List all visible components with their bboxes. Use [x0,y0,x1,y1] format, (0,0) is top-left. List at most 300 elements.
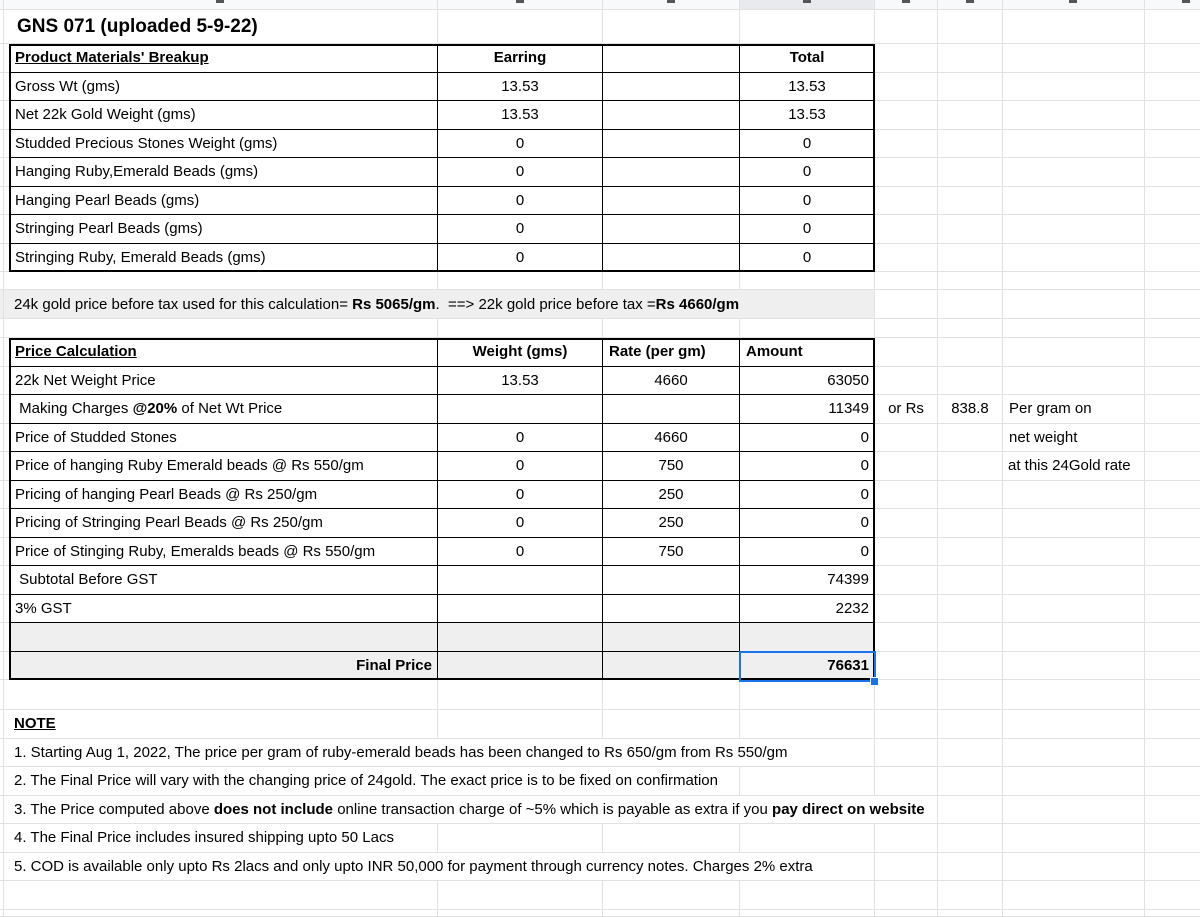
cell[interactable] [1003,566,1145,595]
cell[interactable] [875,319,938,338]
note-cell[interactable]: 5. COD is available only upto Rs 2lacs and only upto INR 50,000 for payment through currency notes. Charges 2% extra [9,853,438,882]
clipped-glyph [803,0,811,3]
cell[interactable] [938,739,1003,768]
cell[interactable] [0,290,9,319]
cell[interactable] [938,881,1003,910]
cell[interactable] [875,424,938,453]
cell[interactable] [938,130,1003,159]
cell[interactable] [603,595,740,624]
cell[interactable] [938,158,1003,187]
cell-label[interactable]: Stringing Pearl Beads (gms) [9,215,438,244]
cell[interactable] [1145,272,1200,290]
cell-weight-value[interactable]: 0 [438,481,603,510]
cell[interactable] [438,623,603,652]
cell[interactable] [1003,881,1145,910]
note-cell[interactable]: 3. The Price computed above does not include online transaction charge of ~5% which is payable as extra if you pay direct on website [9,796,438,825]
cell[interactable] [938,509,1003,538]
cell[interactable] [938,10,1003,44]
cell[interactable] [1145,187,1200,216]
cell[interactable] [1145,853,1200,882]
cell[interactable] [0,538,9,567]
cell[interactable] [603,566,740,595]
cell-weight-value[interactable]: 0 [438,452,603,481]
cell[interactable] [740,680,875,710]
title-cell[interactable] [9,10,438,44]
cell-amount-value[interactable]: 63050 [740,367,875,396]
cell[interactable] [0,130,9,159]
cell-rate-value[interactable]: 250 [603,481,740,510]
cell-earring-value[interactable]: 13.53 [438,73,603,102]
cell[interactable] [603,910,740,917]
cell-label[interactable]: Net 22k Gold Weight (gms) [9,101,438,130]
cell[interactable] [1145,680,1200,710]
cell[interactable] [938,44,1003,73]
cell[interactable] [938,824,1003,853]
cell[interactable] [938,595,1003,624]
cell[interactable] [1003,623,1145,652]
cell[interactable] [1003,595,1145,624]
cell-earring-value[interactable]: 0 [438,158,603,187]
cell-amount-value[interactable]: 11349 [740,395,875,424]
cell[interactable] [438,824,603,853]
cell[interactable] [875,623,938,652]
cell[interactable] [0,824,9,853]
cell[interactable] [438,10,603,44]
cell[interactable] [740,272,875,290]
cell-total-value[interactable]: 13.53 [740,73,875,102]
note-title-cell[interactable]: NOTE [9,710,438,739]
cell[interactable] [0,452,9,481]
cell[interactable] [0,652,9,681]
cell[interactable] [9,881,438,910]
cell[interactable] [740,910,875,917]
price-header-row [0,338,1200,367]
price-header-amount-cell[interactable]: Amount [740,338,875,367]
cell[interactable] [875,158,938,187]
cell-total-value[interactable]: 0 [740,158,875,187]
cell[interactable] [938,367,1003,396]
cell[interactable] [875,244,938,273]
cell[interactable] [1145,767,1200,796]
cell-label[interactable]: Price of hanging Ruby Emerald beads @ Rs 550/gm [9,452,438,481]
table-row [0,452,1200,481]
page-title: GNS 071 (uploaded 5-9-22) [9,10,258,43]
cell[interactable] [1003,130,1145,159]
cell[interactable] [1145,101,1200,130]
cell[interactable] [1145,481,1200,510]
table-row [0,158,1200,187]
cell-total-value[interactable]: 0 [740,215,875,244]
cell[interactable] [740,10,875,44]
cell[interactable] [1003,481,1145,510]
cell[interactable] [1003,710,1145,739]
cell[interactable] [938,910,1003,917]
cell-weight-value[interactable]: 0 [438,424,603,453]
cell[interactable] [938,215,1003,244]
cell[interactable] [0,881,9,910]
cell-per-gram-value[interactable]: 838.8 [938,395,1003,424]
selected-cell[interactable]: 76631 [740,652,875,681]
cell-label[interactable]: Price of Studded Stones [9,424,438,453]
cell[interactable] [938,338,1003,367]
materials-header-total-cell[interactable]: Total [740,44,875,73]
cell[interactable] [1145,10,1200,44]
cell[interactable] [1145,452,1200,481]
cell[interactable] [875,10,938,44]
cell[interactable] [603,44,740,73]
cell[interactable] [0,424,9,453]
cell-amount-value[interactable]: 0 [740,538,875,567]
cell[interactable] [603,623,740,652]
cell[interactable] [1145,910,1200,917]
cell-weight-value[interactable]: 13.53 [438,367,603,396]
cell[interactable] [0,595,9,624]
cell[interactable] [1003,910,1145,917]
cell-side-note[interactable]: Per gram on [1003,395,1145,424]
cell[interactable] [1145,338,1200,367]
cell-weight-value[interactable]: 0 [438,538,603,567]
cell[interactable] [603,272,740,290]
empty-row [0,272,1200,290]
cell[interactable] [1145,538,1200,567]
cell[interactable] [0,244,9,273]
cell[interactable] [0,215,9,244]
cell[interactable] [0,739,9,768]
cell[interactable] [1003,44,1145,73]
cell[interactable] [603,130,740,159]
cell[interactable] [1145,881,1200,910]
cell[interactable] [1145,319,1200,338]
cell-side-note[interactable]: net weight [1003,424,1145,453]
cell-rate-value[interactable]: 750 [603,452,740,481]
cell[interactable] [1145,158,1200,187]
empty-row [0,910,1200,917]
cell-weight-value[interactable]: 0 [438,509,603,538]
cell[interactable] [875,452,938,481]
gold-price-row [0,290,1200,319]
cell[interactable] [0,509,9,538]
cell[interactable] [438,595,603,624]
cell[interactable] [603,215,740,244]
cell-amount-value[interactable]: 0 [740,509,875,538]
cell[interactable] [740,824,875,853]
price-header-weight-cell[interactable]: Weight (gms) [438,338,603,367]
cell-label[interactable]: Pricing of Stringing Pearl Beads @ Rs 250/gm [9,509,438,538]
cell[interactable] [1003,680,1145,710]
cell[interactable] [875,824,938,853]
cell[interactable] [875,44,938,73]
cell[interactable] [875,853,938,882]
cell[interactable] [1145,395,1200,424]
cell[interactable] [1003,10,1145,44]
cell[interactable] [438,566,603,595]
cell[interactable] [1003,101,1145,130]
cell[interactable] [875,767,938,796]
cell[interactable] [875,187,938,216]
cell[interactable] [938,187,1003,216]
cell-earring-value[interactable]: 13.53 [438,101,603,130]
cell[interactable] [0,338,9,367]
cell[interactable] [0,796,9,825]
cell-total-value[interactable]: 0 [740,187,875,216]
cell[interactable] [603,158,740,187]
cell[interactable] [0,0,9,10]
materials-header-earring-cell[interactable]: Earring [438,44,603,73]
cell[interactable] [438,395,603,424]
cell[interactable] [0,395,9,424]
cell[interactable] [938,424,1003,453]
cell[interactable] [1003,319,1145,338]
cell[interactable] [0,158,9,187]
cell[interactable] [875,652,938,681]
cell[interactable] [938,101,1003,130]
cell-label[interactable]: Studded Precious Stones Weight (gms) [9,130,438,159]
cell[interactable] [1003,367,1145,396]
cell-label[interactable]: Price of Stinging Ruby, Emeralds beads @ Rs 550/gm [9,538,438,567]
cell[interactable] [438,710,603,739]
cell[interactable] [875,73,938,102]
cell[interactable] [938,623,1003,652]
cell[interactable] [740,623,875,652]
cell[interactable] [1003,796,1145,825]
cell[interactable] [0,101,9,130]
cell[interactable] [603,10,740,44]
cell[interactable] [938,853,1003,882]
cell[interactable] [938,272,1003,290]
cell[interactable] [875,481,938,510]
cell[interactable] [603,319,740,338]
cell[interactable] [1145,130,1200,159]
cell[interactable] [1003,767,1145,796]
cell[interactable] [938,73,1003,102]
cell-amount-value[interactable]: 74399 [740,566,875,595]
cell-total-value[interactable]: 0 [740,244,875,273]
cell[interactable] [875,710,938,739]
cell[interactable] [1145,623,1200,652]
cell[interactable] [1145,796,1200,825]
cell[interactable] [9,910,438,917]
clipped-glyph [966,0,974,3]
title-row [0,10,1200,44]
cell[interactable] [1003,244,1145,273]
cell[interactable] [740,319,875,338]
cell-label[interactable]: Pricing of hanging Pearl Beads @ Rs 250/gm [9,481,438,510]
cell[interactable] [1003,187,1145,216]
cell[interactable] [9,319,438,338]
cell[interactable] [938,538,1003,567]
cell[interactable] [438,680,603,710]
cell[interactable] [0,710,9,739]
clipped-glyph [1069,0,1077,3]
cell[interactable] [938,290,1003,319]
cell[interactable] [0,367,9,396]
cell[interactable] [1145,509,1200,538]
cell[interactable] [603,73,740,102]
cell[interactable] [0,272,9,290]
cell[interactable] [740,710,875,739]
cell[interactable] [1145,595,1200,624]
cell-label[interactable]: Making Charges @20% of Net Wt Price [9,395,438,424]
price-header-rate-cell[interactable]: Rate (per gm) [603,338,740,367]
cell[interactable] [740,767,875,796]
cell[interactable] [938,680,1003,710]
materials-header-label-cell[interactable]: Product Materials' Breakup [9,44,438,73]
cell[interactable] [0,623,9,652]
cell[interactable] [938,481,1003,510]
cell[interactable] [1003,215,1145,244]
cell[interactable] [0,10,9,44]
cell[interactable] [9,272,438,290]
final-price-label-cell[interactable]: Final Price [9,652,438,681]
cell-label[interactable]: Subtotal Before GST [9,566,438,595]
cell[interactable] [1145,824,1200,853]
cell[interactable] [0,853,9,882]
cell[interactable] [0,187,9,216]
cell-total-value[interactable]: 13.53 [740,101,875,130]
cell-total-value[interactable]: 0 [740,130,875,159]
cell-rate-value[interactable]: 4660 [603,424,740,453]
cell[interactable] [0,319,9,338]
note-cell[interactable]: 1. Starting Aug 1, 2022, The price per gram of ruby-emerald beads has been changed to Rs 650/gm from Rs 550/gm [9,739,438,768]
cell-label[interactable]: Hanging Ruby,Emerald Beads (gms) [9,158,438,187]
cell-rate-value[interactable]: 750 [603,538,740,567]
cell[interactable] [1003,652,1145,681]
cell[interactable] [603,881,740,910]
cell[interactable] [438,319,603,338]
cell-rate-value[interactable]: 4660 [603,367,740,396]
cell[interactable] [938,796,1003,825]
cell[interactable] [603,680,740,710]
cell[interactable] [603,101,740,130]
note-cell[interactable]: 2. The Final Price will vary with the changing price of 24gold. The exact price is to be fixed on confirmation [9,767,438,796]
gold-price-note-cell[interactable] [9,290,875,319]
cell-label[interactable]: Gross Wt (gms) [9,73,438,102]
cell[interactable] [1145,652,1200,681]
cell[interactable] [1145,424,1200,453]
cell[interactable] [1003,272,1145,290]
cell[interactable] [438,910,603,917]
cell[interactable] [0,767,9,796]
table-row-empty-gray [0,623,1200,652]
cell[interactable] [438,881,603,910]
cell[interactable] [1003,509,1145,538]
cell[interactable] [875,538,938,567]
cell[interactable] [1145,290,1200,319]
cell[interactable] [1145,73,1200,102]
cell[interactable] [0,680,9,710]
table-row [0,395,1200,424]
cell-earring-value[interactable]: 0 [438,244,603,273]
cell[interactable] [875,367,938,396]
cell-label[interactable]: 3% GST [9,595,438,624]
cell[interactable] [740,881,875,910]
cell[interactable] [875,739,938,768]
cell[interactable] [875,338,938,367]
cell-label[interactable]: Stringing Ruby, Emerald Beads (gms) [9,244,438,273]
cell[interactable] [0,44,9,73]
cell[interactable] [938,244,1003,273]
cell[interactable] [875,509,938,538]
cell-amount-value[interactable]: 2232 [740,595,875,624]
cell[interactable] [1145,710,1200,739]
cell-amount-value[interactable]: 0 [740,481,875,510]
cell-earring-value[interactable]: 0 [438,215,603,244]
cell[interactable] [603,244,740,273]
cell[interactable] [1145,0,1200,10]
cell[interactable] [875,910,938,917]
cell[interactable] [1003,739,1145,768]
price-header-label-cell[interactable]: Price Calculation [9,338,438,367]
cell[interactable] [1003,73,1145,102]
cell[interactable] [9,680,438,710]
cell-earring-value[interactable]: 0 [438,130,603,159]
cell[interactable] [1145,566,1200,595]
cell[interactable] [1145,244,1200,273]
cell[interactable] [875,290,938,319]
cell[interactable] [875,566,938,595]
cell[interactable] [1003,538,1145,567]
cell[interactable] [938,319,1003,338]
cell-amount-value[interactable]: 0 [740,452,875,481]
cell[interactable] [9,623,438,652]
cell[interactable] [875,680,938,710]
cell[interactable] [1145,367,1200,396]
fill-handle[interactable] [870,677,879,686]
cell[interactable] [1145,44,1200,73]
cell[interactable] [938,452,1003,481]
cell-amount-value[interactable]: 0 [740,424,875,453]
table-row [0,595,1200,624]
cell-earring-value[interactable]: 0 [438,187,603,216]
cell[interactable] [938,652,1003,681]
cell-or-rs[interactable]: or Rs [875,395,938,424]
cell[interactable] [0,566,9,595]
cell[interactable] [875,130,938,159]
cell[interactable] [1003,158,1145,187]
cell[interactable] [603,187,740,216]
note-cell[interactable]: 4. The Final Price includes insured shipping upto 50 Lacs [9,824,438,853]
cell[interactable] [603,710,740,739]
cell[interactable] [875,101,938,130]
cell[interactable] [938,566,1003,595]
cell[interactable] [1145,215,1200,244]
cell[interactable] [438,272,603,290]
cell-rate-value[interactable]: 250 [603,509,740,538]
cell[interactable] [1003,290,1145,319]
cell-label[interactable]: Hanging Pearl Beads (gms) [9,187,438,216]
cell[interactable] [875,881,938,910]
cell[interactable] [1145,739,1200,768]
cell[interactable] [0,910,9,917]
cell[interactable] [0,73,9,102]
cell[interactable] [1003,853,1145,882]
cell[interactable] [603,824,740,853]
cell[interactable] [1003,338,1145,367]
cell[interactable] [938,767,1003,796]
cell[interactable] [875,272,938,290]
cell[interactable] [0,481,9,510]
cell[interactable] [603,652,740,681]
cell-label[interactable]: 22k Net Weight Price [9,367,438,396]
cell[interactable] [438,652,603,681]
materials-header-row [0,44,1200,73]
cell-side-note[interactable]: at this 24Gold rate [1003,452,1145,481]
cell[interactable] [875,215,938,244]
cell[interactable] [938,710,1003,739]
cell[interactable] [1003,824,1145,853]
cell[interactable] [603,395,740,424]
cell[interactable] [875,595,938,624]
